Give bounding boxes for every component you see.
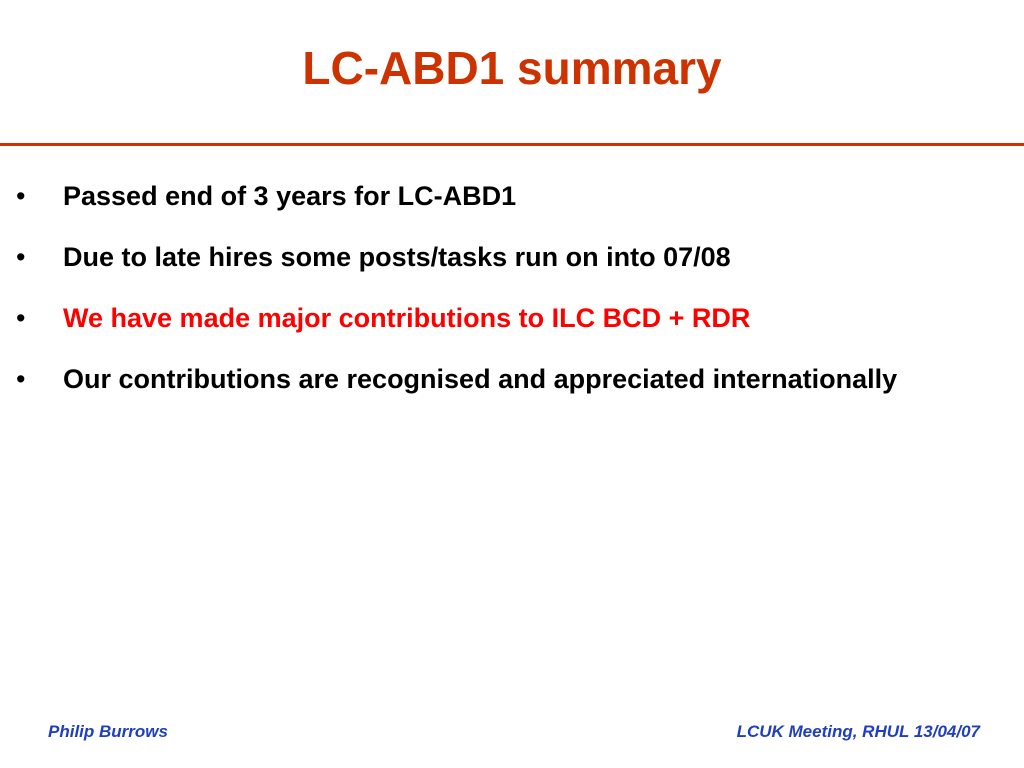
slide-title: LC-ABD1 summary	[302, 42, 722, 94]
bullet-list	[0, 178, 1024, 422]
footer-event: LCUK Meeting, RHUL 13/04/07	[736, 722, 980, 741]
bullet-icon: •	[16, 181, 26, 211]
bullet-text: Our contributions are recognised and appreciated internationally	[63, 364, 898, 394]
bullet-icon: •	[16, 303, 26, 333]
bullet-icon: •	[16, 242, 26, 272]
bullet-item	[0, 239, 1024, 276]
bullet-text: Passed end of 3 years for LC-ABD1	[63, 181, 517, 211]
bullet-item-highlight	[0, 300, 1024, 337]
bullet-text: Due to late hires some posts/tasks run on into 07/08	[63, 242, 731, 272]
bullet-item	[0, 178, 1024, 215]
bullet-item	[0, 361, 1024, 398]
bullet-icon: •	[16, 364, 26, 394]
title-divider	[0, 143, 1024, 146]
footer-author: Philip Burrows	[48, 722, 168, 741]
bullet-text: We have made major contributions to ILC BCD + RDR	[63, 303, 751, 333]
